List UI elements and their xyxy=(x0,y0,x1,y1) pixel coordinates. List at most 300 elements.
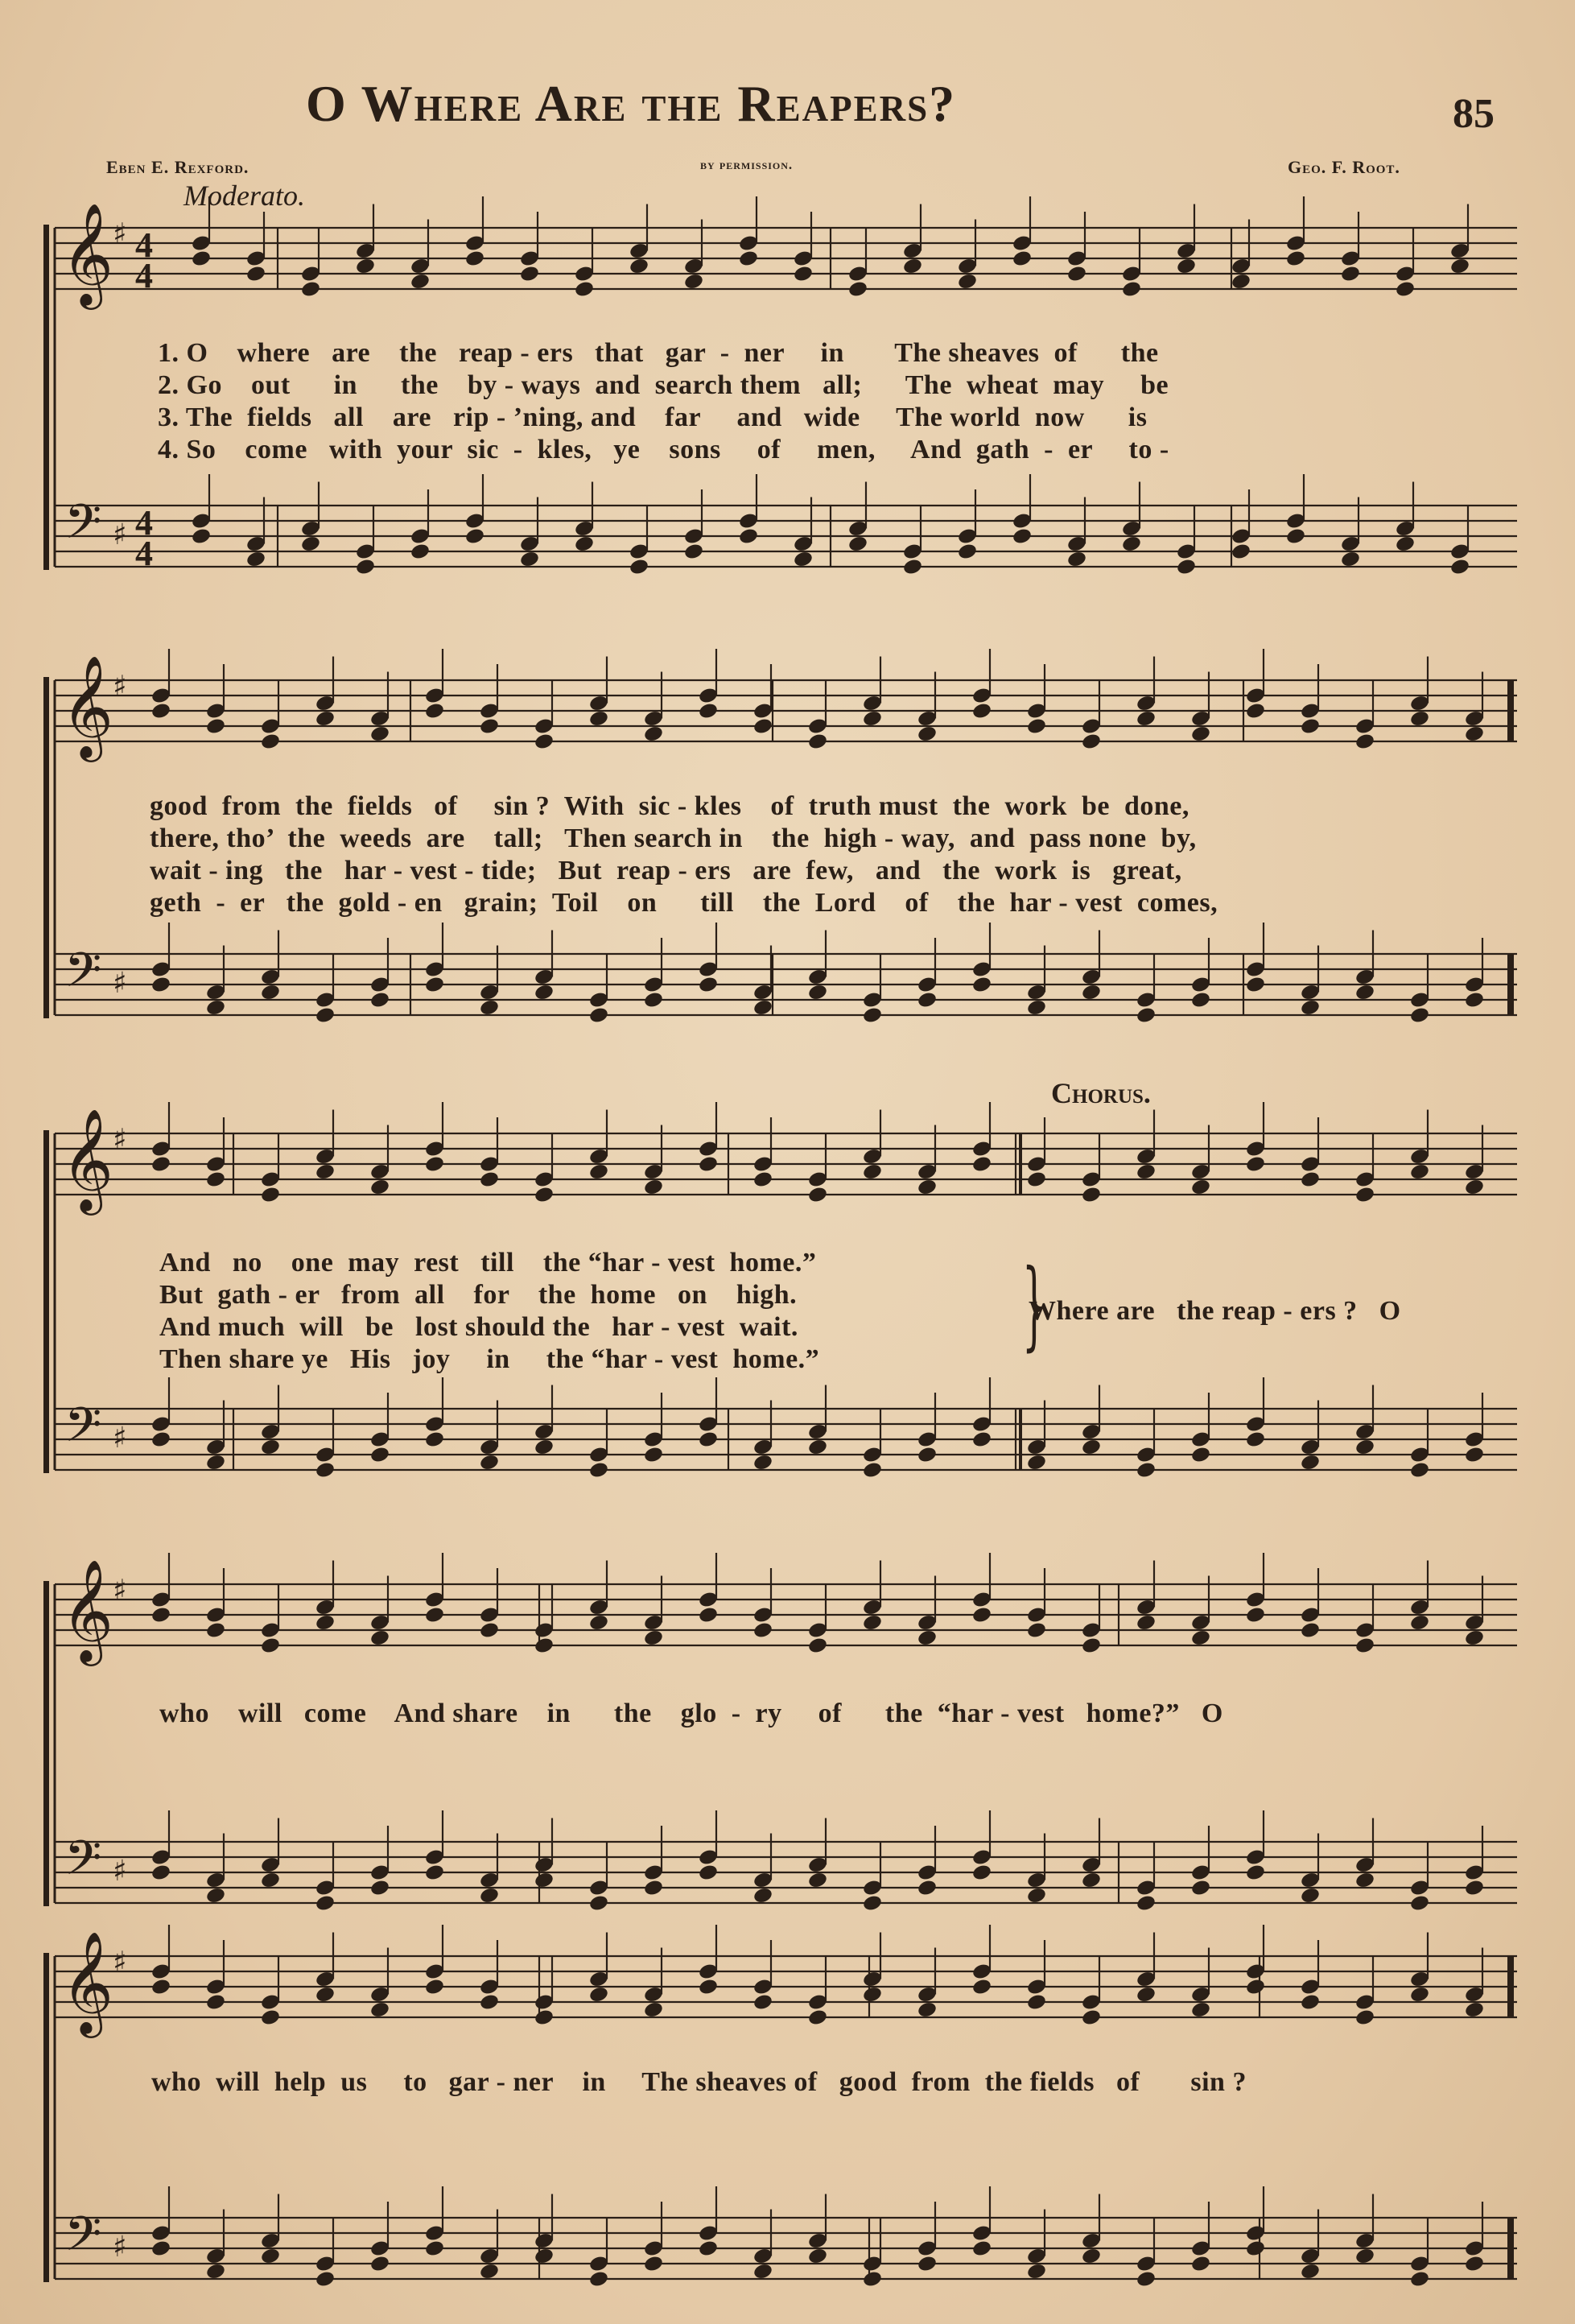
sharp-icon: ♯ xyxy=(113,1123,127,1157)
note-head xyxy=(1300,1621,1321,1640)
treble-clef-icon: 𝄞 xyxy=(61,1930,114,2033)
verse-brace: } xyxy=(1021,1249,1047,1361)
note-head xyxy=(1245,976,1266,994)
note-head xyxy=(862,2270,883,2289)
note-head xyxy=(698,2239,719,2258)
system-3-verse-1: And no one may rest till the “har - vest home.” xyxy=(159,1248,817,1278)
note-head xyxy=(1190,1628,1211,1647)
note-head xyxy=(1081,733,1102,751)
note-head xyxy=(807,983,828,1001)
note-head xyxy=(150,1430,171,1449)
tempo-marking: Moderato. xyxy=(183,180,305,212)
note-head xyxy=(1300,1993,1321,2012)
system-brace xyxy=(43,677,49,1018)
note-head xyxy=(1245,1430,1266,1449)
note-head xyxy=(793,550,814,568)
note-head xyxy=(464,527,485,546)
note-head xyxy=(588,1613,609,1632)
note-head xyxy=(205,2262,226,2281)
note-head xyxy=(260,1438,281,1456)
note-head xyxy=(205,1886,226,1905)
note-head xyxy=(862,1894,883,1913)
note-head xyxy=(862,1461,883,1480)
note-head xyxy=(807,1186,828,1204)
note-head xyxy=(1354,1438,1375,1456)
note-head xyxy=(260,1637,281,1655)
note-head xyxy=(410,543,431,561)
note-head xyxy=(315,1162,336,1181)
note-head xyxy=(1026,1993,1047,2012)
note-head xyxy=(1464,1178,1485,1196)
note-head xyxy=(150,702,171,720)
note-head xyxy=(807,1438,828,1456)
note-head xyxy=(574,280,595,299)
note-head xyxy=(424,2239,445,2258)
note-head xyxy=(1409,1894,1430,1913)
note-head xyxy=(369,1628,390,1647)
note-head xyxy=(355,257,376,275)
note-head xyxy=(847,535,868,553)
note-head xyxy=(971,2239,992,2258)
note-head xyxy=(1245,2239,1266,2258)
system-brace xyxy=(43,225,49,570)
note-head xyxy=(424,1430,445,1449)
system-2-verse-2: there, tho’ the weeds are tall; Then search in the high - way, and pass none by, xyxy=(150,824,1197,853)
note-head xyxy=(588,1162,609,1181)
note-head xyxy=(1409,1006,1430,1025)
note-head xyxy=(752,1453,773,1472)
note-head xyxy=(1066,265,1087,283)
note-head xyxy=(534,1438,555,1456)
note-head xyxy=(1449,558,1470,576)
system-brace xyxy=(43,1581,49,1906)
bass-clef-icon: 𝄢 xyxy=(64,1830,102,1897)
note-head xyxy=(1121,280,1142,299)
note-head xyxy=(1245,1606,1266,1624)
note-head xyxy=(534,1637,555,1655)
note-head xyxy=(1190,2255,1211,2273)
note-head xyxy=(752,1621,773,1640)
note-head xyxy=(698,1978,719,1996)
note-head xyxy=(464,250,485,268)
note-head xyxy=(629,558,649,576)
note-head xyxy=(1285,250,1306,268)
note-head xyxy=(807,2008,828,2027)
note-head xyxy=(1190,991,1211,1009)
note-head xyxy=(1136,1006,1157,1025)
note-head xyxy=(315,1985,336,2004)
sharp-icon: ♯ xyxy=(113,670,127,704)
note-head xyxy=(917,2255,938,2273)
note-head xyxy=(917,1879,938,1897)
note-head xyxy=(1026,998,1047,1017)
note-head xyxy=(191,527,212,546)
note-head xyxy=(752,1993,773,2012)
note-head xyxy=(1464,2255,1485,2273)
treble-clef-icon: 𝄞 xyxy=(61,202,114,305)
note-head xyxy=(1409,1461,1430,1480)
note-head xyxy=(588,1461,609,1480)
note-head xyxy=(479,1993,500,2012)
note-head xyxy=(1136,709,1157,728)
treble-clef-icon: 𝄞 xyxy=(61,1108,114,1211)
note-head xyxy=(1245,1155,1266,1174)
note-head xyxy=(479,998,500,1017)
system-brace xyxy=(43,1953,49,2282)
note-head xyxy=(1136,2270,1157,2289)
note-head xyxy=(1449,257,1470,275)
note-head xyxy=(862,709,883,728)
note-head xyxy=(917,991,938,1009)
note-head xyxy=(534,1186,555,1204)
system-1-verse-4: 4. So come with your sic - kles, ye sons of men, And gath - er to - xyxy=(158,435,1169,464)
note-head xyxy=(1354,2008,1375,2027)
time-signature: 4 xyxy=(135,503,153,543)
note-head xyxy=(629,257,649,275)
note-head xyxy=(1354,1637,1375,1655)
composer-credit: Geo. F. Root. xyxy=(1288,157,1400,177)
note-head xyxy=(971,1606,992,1624)
note-head xyxy=(643,1628,664,1647)
page-title: O Where Are the Reapers? xyxy=(306,75,957,132)
system-2-verse-3: wait - ing the har - vest - tide; But reap - ers are few, and the work is great, xyxy=(150,856,1182,885)
system-5-lyric: who will help us to gar - ner in The sheaves of good from the fields of sin ? xyxy=(151,2067,1247,2097)
note-head xyxy=(1300,1886,1321,1905)
lyricist-credit: Eben E. Rexford. xyxy=(106,157,249,177)
note-head xyxy=(260,2008,281,2027)
note-head xyxy=(588,1006,609,1025)
note-head xyxy=(862,1162,883,1181)
note-head xyxy=(150,1155,171,1174)
note-head xyxy=(315,2270,336,2289)
note-head xyxy=(807,2247,828,2265)
note-head xyxy=(315,1461,336,1480)
note-head xyxy=(1245,1978,1266,1996)
note-head xyxy=(1026,1886,1047,1905)
note-head xyxy=(1245,1864,1266,1882)
note-head xyxy=(752,2262,773,2281)
note-head xyxy=(315,1006,336,1025)
note-head xyxy=(917,1446,938,1464)
note-head xyxy=(643,2000,664,2019)
note-head xyxy=(738,250,759,268)
note-head xyxy=(1081,2247,1102,2265)
note-head xyxy=(1395,535,1416,553)
note-head xyxy=(1121,535,1142,553)
note-head xyxy=(1136,1461,1157,1480)
end-bar xyxy=(1507,1956,1514,2017)
system-brace xyxy=(43,1130,49,1473)
note-head xyxy=(479,717,500,736)
note-head xyxy=(807,733,828,751)
note-head xyxy=(698,976,719,994)
note-head xyxy=(971,702,992,720)
note-head xyxy=(260,733,281,751)
note-head xyxy=(752,998,773,1017)
note-head xyxy=(902,558,923,576)
note-head xyxy=(369,2000,390,2019)
note-head xyxy=(150,1606,171,1624)
system-3-verse-3: And much will be lost should the har - vest wait. xyxy=(159,1312,798,1342)
note-head xyxy=(1464,724,1485,743)
note-head xyxy=(1231,272,1251,291)
note-head xyxy=(424,976,445,994)
note-head xyxy=(643,1446,664,1464)
note-head xyxy=(1354,2247,1375,2265)
note-head xyxy=(191,250,212,268)
note-head xyxy=(917,1628,938,1647)
note-head xyxy=(807,1637,828,1655)
system-4-lyric: who will come And share in the glo - ry of the “har - vest home?” O xyxy=(159,1699,1223,1728)
note-head xyxy=(479,1886,500,1905)
sharp-icon: ♯ xyxy=(113,518,127,551)
time-signature: 4 xyxy=(135,225,153,265)
note-head xyxy=(1395,280,1416,299)
note-head xyxy=(643,1178,664,1196)
note-head xyxy=(1026,1621,1047,1640)
note-head xyxy=(683,272,704,291)
note-head xyxy=(1012,250,1033,268)
note-head xyxy=(1190,724,1211,743)
note-head xyxy=(260,1186,281,1204)
note-head xyxy=(1300,998,1321,1017)
system-3-verse-2: But gath - er from all for the home on high. xyxy=(159,1280,798,1310)
note-head xyxy=(1026,1453,1047,1472)
note-head xyxy=(643,1879,664,1897)
note-head xyxy=(315,1894,336,1913)
note-head xyxy=(534,2008,555,2027)
note-head xyxy=(1190,1446,1211,1464)
note-head xyxy=(1285,527,1306,546)
note-head xyxy=(917,724,938,743)
note-head xyxy=(1245,702,1266,720)
note-head xyxy=(1190,2000,1211,2019)
note-head xyxy=(1026,2262,1047,2281)
bass-clef-icon: 𝄢 xyxy=(64,493,102,561)
note-head xyxy=(1300,717,1321,736)
note-head xyxy=(369,1178,390,1196)
note-head xyxy=(1081,1871,1102,1889)
note-head xyxy=(1354,1186,1375,1204)
system-1-verse-1: 1. O where are the reap - ers that gar - ner in The sheaves of the xyxy=(158,338,1159,368)
note-head xyxy=(424,1978,445,1996)
note-head xyxy=(300,535,321,553)
end-bar xyxy=(1507,954,1514,1015)
note-head xyxy=(957,543,978,561)
sharp-icon: ♯ xyxy=(113,1946,127,1979)
note-head xyxy=(410,272,431,291)
note-head xyxy=(1081,983,1102,1001)
note-head xyxy=(847,280,868,299)
note-head xyxy=(1190,1879,1211,1897)
note-head xyxy=(957,272,978,291)
time-signature: 4 xyxy=(135,256,153,295)
note-head xyxy=(971,1155,992,1174)
note-head xyxy=(369,1446,390,1464)
system-2-verse-4: geth - er the gold - en grain; Toil on till the Lord of the har - vest comes, xyxy=(150,888,1218,918)
note-head xyxy=(300,280,321,299)
note-head xyxy=(698,1606,719,1624)
page-number: 85 xyxy=(1453,91,1495,137)
note-head xyxy=(1354,1871,1375,1889)
note-head xyxy=(479,1453,500,1472)
note-head xyxy=(1409,1613,1430,1632)
note-head xyxy=(1176,558,1197,576)
sharp-icon: ♯ xyxy=(113,1422,127,1455)
note-head xyxy=(245,550,266,568)
note-head xyxy=(534,983,555,1001)
note-head xyxy=(1409,2270,1430,2289)
note-head xyxy=(971,1978,992,1996)
note-head xyxy=(260,983,281,1001)
note-head xyxy=(479,2262,500,2281)
note-head xyxy=(369,724,390,743)
note-head xyxy=(150,1864,171,1882)
system-1-verse-2: 2. Go out in the by - ways and search them all; The wheat may be xyxy=(158,370,1169,400)
sharp-icon: ♯ xyxy=(113,217,127,251)
note-head xyxy=(588,2270,609,2289)
bass-clef-icon: 𝄢 xyxy=(64,2206,102,2273)
note-head xyxy=(1081,2008,1102,2027)
note-head xyxy=(902,257,923,275)
chorus-lyric-start: Where are the reap - ers ? O xyxy=(1029,1296,1401,1326)
note-head xyxy=(205,998,226,1017)
note-head xyxy=(205,1453,226,1472)
note-head xyxy=(752,1170,773,1189)
note-head xyxy=(698,1430,719,1449)
note-head xyxy=(424,1606,445,1624)
note-head xyxy=(698,1864,719,1882)
note-head xyxy=(245,265,266,283)
sharp-icon: ♯ xyxy=(113,1855,127,1888)
note-head xyxy=(150,1978,171,1996)
note-head xyxy=(971,976,992,994)
bass-clef-icon: 𝄢 xyxy=(64,1397,102,1464)
bass-clef-icon: 𝄢 xyxy=(64,942,102,1009)
note-head xyxy=(1354,983,1375,1001)
note-head xyxy=(315,1613,336,1632)
note-head xyxy=(519,550,540,568)
note-head xyxy=(917,1178,938,1196)
note-head xyxy=(1464,1628,1485,1647)
note-head xyxy=(1340,550,1361,568)
note-head xyxy=(1081,1186,1102,1204)
note-head xyxy=(519,265,540,283)
note-head xyxy=(1409,1162,1430,1181)
note-head xyxy=(1340,265,1361,283)
treble-clef-icon: 𝄞 xyxy=(61,654,114,757)
note-head xyxy=(260,1871,281,1889)
note-head xyxy=(971,1864,992,1882)
note-head xyxy=(862,1006,883,1025)
note-head xyxy=(205,1993,226,2012)
note-head xyxy=(862,1985,883,2004)
note-head xyxy=(1354,733,1375,751)
sharp-icon: ♯ xyxy=(113,2231,127,2264)
note-head xyxy=(752,1886,773,1905)
note-head xyxy=(479,1621,500,1640)
note-head xyxy=(1464,991,1485,1009)
note-head xyxy=(369,2255,390,2273)
note-head xyxy=(1300,1453,1321,1472)
note-head xyxy=(588,1894,609,1913)
note-head xyxy=(1136,1894,1157,1913)
note-head xyxy=(1409,709,1430,728)
note-head xyxy=(1231,543,1251,561)
note-head xyxy=(205,1170,226,1189)
note-head xyxy=(1190,1178,1211,1196)
note-head xyxy=(369,1879,390,1897)
note-head xyxy=(1012,527,1033,546)
note-head xyxy=(1026,1170,1047,1189)
note-head xyxy=(1464,1879,1485,1897)
note-head xyxy=(738,527,759,546)
note-head xyxy=(479,1170,500,1189)
sharp-icon: ♯ xyxy=(113,967,127,1000)
note-head xyxy=(917,2000,938,2019)
note-head xyxy=(205,1621,226,1640)
note-head xyxy=(1136,1162,1157,1181)
note-head xyxy=(260,2247,281,2265)
note-head xyxy=(1136,1613,1157,1632)
note-head xyxy=(574,535,595,553)
note-head xyxy=(1136,1985,1157,2004)
chorus-label: Chorus. xyxy=(1051,1077,1151,1109)
note-head xyxy=(424,1864,445,1882)
note-head xyxy=(698,702,719,720)
note-head xyxy=(1081,1637,1102,1655)
note-head xyxy=(1464,1446,1485,1464)
note-head xyxy=(205,717,226,736)
note-head xyxy=(862,1613,883,1632)
note-head xyxy=(1300,2262,1321,2281)
note-head xyxy=(1464,2000,1485,2019)
time-signature: 4 xyxy=(135,534,153,573)
end-bar xyxy=(1507,2218,1514,2279)
note-head xyxy=(369,991,390,1009)
note-head xyxy=(534,1871,555,1889)
note-head xyxy=(1026,717,1047,736)
note-head xyxy=(150,2239,171,2258)
note-head xyxy=(807,1871,828,1889)
note-head xyxy=(534,2247,555,2265)
note-head xyxy=(534,733,555,751)
note-head xyxy=(1176,257,1197,275)
note-head xyxy=(1081,1438,1102,1456)
note-head xyxy=(588,1985,609,2004)
permission-note: by permission. xyxy=(700,157,794,172)
system-1-verse-3: 3. The fields all are rip - ’ning, and far and wide The world now is xyxy=(158,402,1148,432)
system-3-verse-4: Then share ye His joy in the “har - vest home.” xyxy=(159,1344,820,1374)
note-head xyxy=(971,1430,992,1449)
note-head xyxy=(643,2255,664,2273)
note-head xyxy=(643,724,664,743)
note-head xyxy=(150,976,171,994)
note-head xyxy=(1300,1170,1321,1189)
end-bar xyxy=(1507,680,1514,741)
sharp-icon: ♯ xyxy=(113,1574,127,1608)
note-head xyxy=(588,709,609,728)
system-2-verse-1: good from the fields of sin ? With sic - kles of truth must the work be done, xyxy=(150,791,1189,821)
note-head xyxy=(752,717,773,736)
note-head xyxy=(424,1155,445,1174)
note-head xyxy=(643,991,664,1009)
note-head xyxy=(698,1155,719,1174)
note-head xyxy=(683,543,704,561)
note-head xyxy=(1066,550,1087,568)
note-head xyxy=(315,709,336,728)
note-head xyxy=(424,702,445,720)
